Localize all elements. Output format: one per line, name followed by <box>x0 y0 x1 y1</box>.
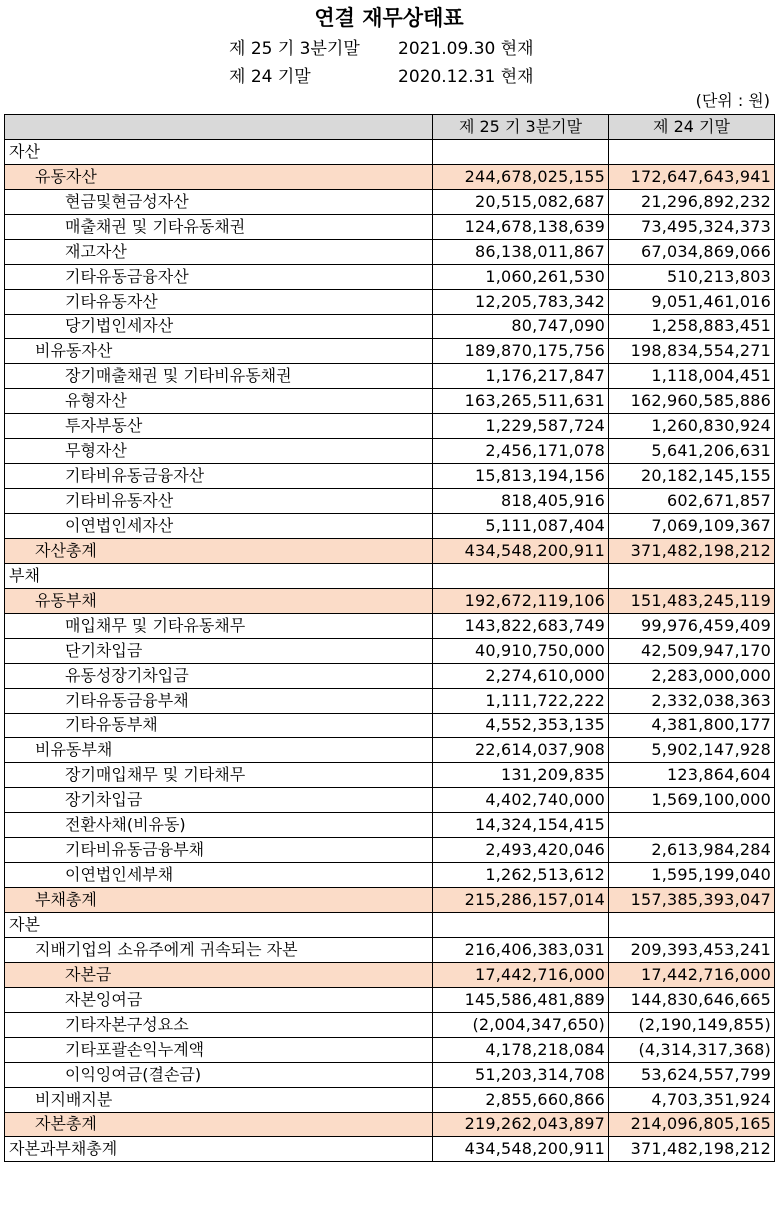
prior-period-value: 17,442,716,000 <box>609 962 775 987</box>
prior-period-value: 42,509,947,170 <box>609 638 775 663</box>
current-period-value: 192,672,119,106 <box>433 588 609 613</box>
table-row <box>5 1012 775 1037</box>
account-label: 투자부동산 <box>5 414 433 439</box>
account-label: 장기차입금 <box>5 788 433 813</box>
account-label: 기타비유동자산 <box>5 489 433 514</box>
account-label: 비유동부채 <box>5 738 433 763</box>
current-period-value: 4,552,353,135 <box>433 713 609 738</box>
account-label: 자본과부채총계 <box>5 1137 433 1162</box>
table-row <box>5 613 775 638</box>
prior-period-value: 172,647,643,941 <box>609 164 775 189</box>
current-period-value: 244,678,025,155 <box>433 164 609 189</box>
account-label: 자본금 <box>5 962 433 987</box>
prior-period-value: 123,864,604 <box>609 763 775 788</box>
prior-period-value: 21,296,892,232 <box>609 189 775 214</box>
prior-period-value <box>609 563 775 588</box>
table-row <box>5 1062 775 1087</box>
prior-period-value: 67,034,869,066 <box>609 239 775 264</box>
prior-period-value: 1,118,004,451 <box>609 364 775 389</box>
table-row <box>5 289 775 314</box>
table-row <box>5 1087 775 1112</box>
current-period-value: 15,813,194,156 <box>433 464 609 489</box>
prior-period-value: 53,624,557,799 <box>609 1062 775 1087</box>
account-label: 자본총계 <box>5 1112 433 1137</box>
table-row <box>5 214 775 239</box>
account-label: 이연법인세자산 <box>5 514 433 539</box>
table-row <box>5 1037 775 1062</box>
prior-period-value: 2,613,984,284 <box>609 838 775 863</box>
table-row <box>5 264 775 289</box>
table-row <box>5 464 775 489</box>
table-row <box>5 139 775 164</box>
table-row <box>5 514 775 539</box>
table-row <box>5 314 775 339</box>
account-label: 유동자산 <box>5 164 433 189</box>
table-row <box>5 813 775 838</box>
current-period-value: 80,747,090 <box>433 314 609 339</box>
account-label: 부채 <box>5 563 433 588</box>
account-label: 비지배지분 <box>5 1087 433 1112</box>
prior-period-value: 7,069,109,367 <box>609 514 775 539</box>
table-row <box>5 738 775 763</box>
current-period-value: 131,209,835 <box>433 763 609 788</box>
table-row <box>5 239 775 264</box>
account-label: 장기매출채권 및 기타비유동채권 <box>5 364 433 389</box>
period2-date: 2020.12.31 현재 <box>398 67 534 87</box>
table-row <box>5 663 775 688</box>
current-period-value: 124,678,138,639 <box>433 214 609 239</box>
account-label: 자본 <box>5 913 433 938</box>
period1-label: 제 25 기 3분기말 <box>229 39 360 59</box>
account-label: 자본잉여금 <box>5 987 433 1012</box>
prior-period-value: 1,595,199,040 <box>609 863 775 888</box>
account-label: 유형자산 <box>5 389 433 414</box>
current-period-value: 1,229,587,724 <box>433 414 609 439</box>
period2-label: 제 24 기말 <box>229 67 311 87</box>
account-label: 매출채권 및 기타유동채권 <box>5 214 433 239</box>
account-label: 부채총계 <box>5 888 433 913</box>
table-row <box>5 1112 775 1137</box>
prior-period-value: 4,381,800,177 <box>609 713 775 738</box>
prior-period-value: 73,495,324,373 <box>609 214 775 239</box>
account-label: 자산 <box>5 139 433 164</box>
prior-period-value: 371,482,198,212 <box>609 1137 775 1162</box>
account-label: 무형자산 <box>5 439 433 464</box>
prior-period-value: 1,569,100,000 <box>609 788 775 813</box>
table-row <box>5 688 775 713</box>
current-period-value: 1,262,513,612 <box>433 863 609 888</box>
account-label: 기타유동자산 <box>5 289 433 314</box>
current-period-value: 145,586,481,889 <box>433 987 609 1012</box>
current-period-value: 2,456,171,078 <box>433 439 609 464</box>
current-period-value: 4,402,740,000 <box>433 788 609 813</box>
current-period-value: 51,203,314,708 <box>433 1062 609 1087</box>
table-row <box>5 339 775 364</box>
prior-period-value: 2,283,000,000 <box>609 663 775 688</box>
header-prior-period: 제 24 기말 <box>609 115 775 140</box>
current-period-value: 5,111,087,404 <box>433 514 609 539</box>
table-row <box>5 364 775 389</box>
table-row <box>5 763 775 788</box>
prior-period-value: 5,641,206,631 <box>609 439 775 464</box>
account-label: 유동부채 <box>5 588 433 613</box>
table-row <box>5 414 775 439</box>
table-row <box>5 538 775 563</box>
current-period-value: 434,548,200,911 <box>433 1137 609 1162</box>
account-label: 이연법인세부채 <box>5 863 433 888</box>
prior-period-value: 209,393,453,241 <box>609 937 775 962</box>
account-label: 매입채무 및 기타유동채무 <box>5 613 433 638</box>
current-period-value: 2,493,420,046 <box>433 838 609 863</box>
prior-period-value: (4,314,317,368) <box>609 1037 775 1062</box>
account-label: 기타포괄손익누계액 <box>5 1037 433 1062</box>
prior-period-value: 198,834,554,271 <box>609 339 775 364</box>
current-period-value: 2,274,610,000 <box>433 663 609 688</box>
current-period-value: 434,548,200,911 <box>433 538 609 563</box>
current-period-value: 1,060,261,530 <box>433 264 609 289</box>
current-period-value: 40,910,750,000 <box>433 638 609 663</box>
prior-period-value: 1,260,830,924 <box>609 414 775 439</box>
prior-period-value: 371,482,198,212 <box>609 538 775 563</box>
current-period-value: 216,406,383,031 <box>433 937 609 962</box>
prior-period-value: 20,182,145,155 <box>609 464 775 489</box>
prior-period-value: 157,385,393,047 <box>609 888 775 913</box>
prior-period-value: 602,671,857 <box>609 489 775 514</box>
table-row <box>5 389 775 414</box>
table-header-row <box>5 115 775 140</box>
prior-period-value: (2,190,149,855) <box>609 1012 775 1037</box>
table-row <box>5 189 775 214</box>
current-period-value: 20,515,082,687 <box>433 189 609 214</box>
prior-period-value <box>609 813 775 838</box>
prior-period-value <box>609 139 775 164</box>
prior-period-value: 1,258,883,451 <box>609 314 775 339</box>
current-period-value: 1,111,722,222 <box>433 688 609 713</box>
account-label: 유동성장기차입금 <box>5 663 433 688</box>
prior-period-value: 2,332,038,363 <box>609 688 775 713</box>
table-row <box>5 913 775 938</box>
table-row <box>5 1137 775 1162</box>
current-period-value: (2,004,347,650) <box>433 1012 609 1037</box>
header-account <box>5 115 433 140</box>
account-label: 기타비유동금융자산 <box>5 464 433 489</box>
current-period-value: 4,178,218,084 <box>433 1037 609 1062</box>
table-row <box>5 987 775 1012</box>
statement-title: 연결 재무상태표 <box>314 6 464 30</box>
prior-period-value: 9,051,461,016 <box>609 289 775 314</box>
account-label: 기타유동금융자산 <box>5 264 433 289</box>
unit-label: (단위 : 원) <box>695 91 770 110</box>
current-period-value <box>433 563 609 588</box>
prior-period-value: 162,960,585,886 <box>609 389 775 414</box>
account-label: 전환사채(비유동) <box>5 813 433 838</box>
current-period-value: 818,405,916 <box>433 489 609 514</box>
current-period-value: 189,870,175,756 <box>433 339 609 364</box>
prior-period-value: 510,213,803 <box>609 264 775 289</box>
account-label: 재고자산 <box>5 239 433 264</box>
account-label: 이익잉여금(결손금) <box>5 1062 433 1087</box>
prior-period-value: 4,703,351,924 <box>609 1087 775 1112</box>
header-current-period: 제 25 기 3분기말 <box>433 115 609 140</box>
table-row <box>5 788 775 813</box>
current-period-value: 12,205,783,342 <box>433 289 609 314</box>
table-row <box>5 164 775 189</box>
account-label: 당기법인세자산 <box>5 314 433 339</box>
balance-sheet-table <box>4 114 775 1162</box>
current-period-value: 86,138,011,867 <box>433 239 609 264</box>
account-label: 기타유동금융부채 <box>5 688 433 713</box>
prior-period-value: 5,902,147,928 <box>609 738 775 763</box>
table-row <box>5 439 775 464</box>
current-period-value: 17,442,716,000 <box>433 962 609 987</box>
table-body <box>5 139 775 1161</box>
prior-period-value: 151,483,245,119 <box>609 588 775 613</box>
current-period-value <box>433 139 609 164</box>
table-row <box>5 888 775 913</box>
table-row <box>5 638 775 663</box>
prior-period-value <box>609 913 775 938</box>
current-period-value: 163,265,511,631 <box>433 389 609 414</box>
table-row <box>5 489 775 514</box>
account-label: 현금및현금성자산 <box>5 189 433 214</box>
account-label: 비유동자산 <box>5 339 433 364</box>
prior-period-value: 144,830,646,665 <box>609 987 775 1012</box>
table-row <box>5 937 775 962</box>
current-period-value: 1,176,217,847 <box>433 364 609 389</box>
table-row <box>5 838 775 863</box>
current-period-value: 143,822,683,749 <box>433 613 609 638</box>
account-label: 지배기업의 소유주에게 귀속되는 자본 <box>5 937 433 962</box>
account-label: 자산총계 <box>5 538 433 563</box>
account-label: 기타유동부채 <box>5 713 433 738</box>
current-period-value: 219,262,043,897 <box>433 1112 609 1137</box>
prior-period-value: 99,976,459,409 <box>609 613 775 638</box>
table-row <box>5 863 775 888</box>
account-label: 기타자본구성요소 <box>5 1012 433 1037</box>
current-period-value: 215,286,157,014 <box>433 888 609 913</box>
current-period-value: 2,855,660,866 <box>433 1087 609 1112</box>
table-row <box>5 962 775 987</box>
current-period-value: 14,324,154,415 <box>433 813 609 838</box>
account-label: 단기차입금 <box>5 638 433 663</box>
table-row <box>5 563 775 588</box>
account-label: 장기매입채무 및 기타채무 <box>5 763 433 788</box>
account-label: 기타비유동금융부채 <box>5 838 433 863</box>
table-row <box>5 588 775 613</box>
current-period-value: 22,614,037,908 <box>433 738 609 763</box>
table-row <box>5 713 775 738</box>
current-period-value <box>433 913 609 938</box>
prior-period-value: 214,096,805,165 <box>609 1112 775 1137</box>
period1-date: 2021.09.30 현재 <box>398 39 534 59</box>
